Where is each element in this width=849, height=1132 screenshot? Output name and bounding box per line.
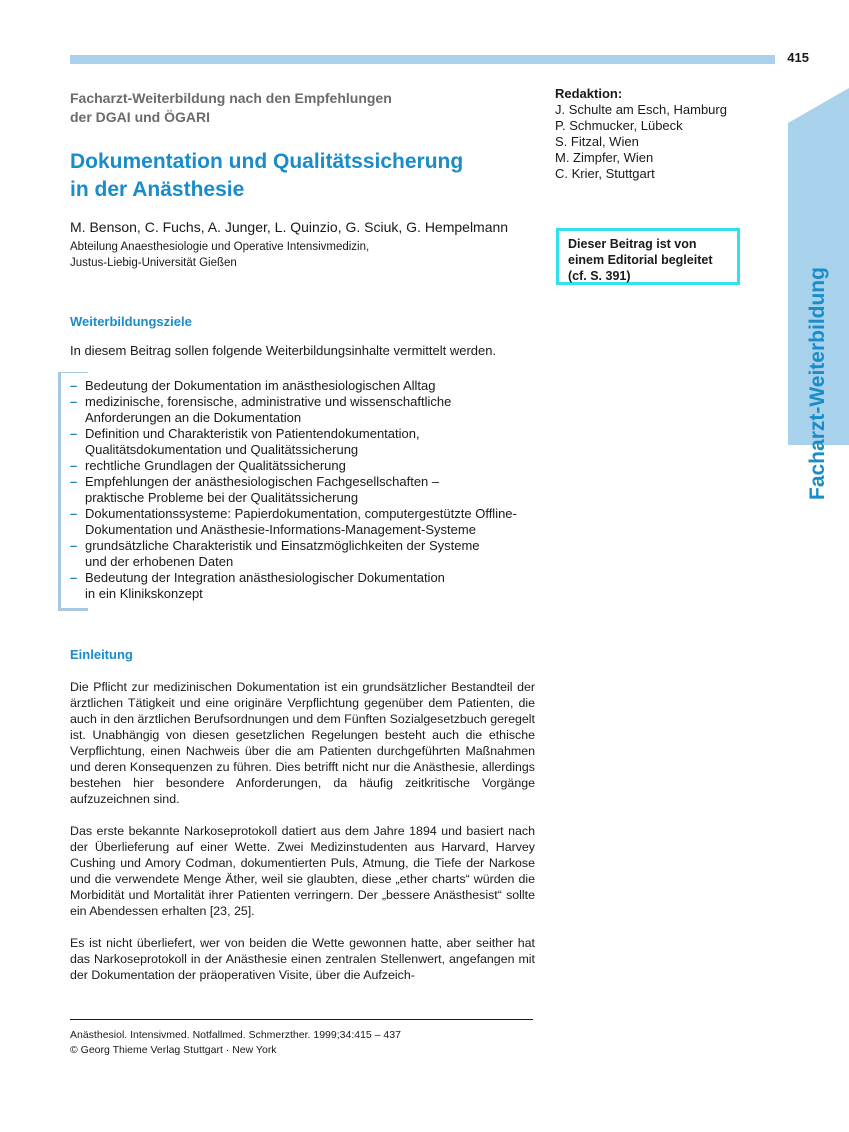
footer-line: © Georg Thieme Verlag Stuttgart · New York	[70, 1044, 277, 1056]
list-item-line: Definition und Charakteristik von Patientendokumentation,	[85, 426, 420, 441]
list-item	[70, 474, 545, 506]
side-section-label: Facharzt-Weiterbildung	[806, 267, 829, 500]
editorial-board-member: M. Zimpfer, Wien	[555, 150, 654, 165]
series-title-line: der DGAI und ÖGARI	[70, 109, 210, 125]
series-title	[70, 89, 490, 127]
author-list: M. Benson, C. Fuchs, A. Junger, L. Quinzio, G. Sciuk, G. Hempelmann	[70, 219, 509, 235]
list-item-line: Empfehlungen der anästhesiologischen Fachgesellschaften –	[85, 474, 440, 489]
list-item	[70, 458, 545, 474]
footer-citation	[70, 1028, 540, 1058]
bullet-dash: –	[70, 426, 78, 441]
editorial-board-member: S. Fitzal, Wien	[555, 134, 639, 149]
list-item-line: Qualitätsdokumentation und Qualitätssicherung	[85, 442, 359, 457]
list-item-line: rechtliche Grundlagen der Qualitätssicherung	[85, 458, 346, 473]
editorial-notice-line: Dieser Beitrag ist von	[568, 237, 697, 251]
editorial-board-member: P. Schmucker, Lübeck	[555, 118, 683, 133]
page-number: 415	[787, 50, 809, 65]
editorial-notice-line: einem Editorial begleitet	[568, 253, 713, 267]
affiliation-line: Abteilung Anaesthesiologie und Operative Intensivmedizin,	[70, 241, 370, 253]
section-heading-introduction: Einleitung	[70, 647, 133, 662]
editorial-board	[555, 86, 755, 182]
affiliation-line: Justus-Liebig-Universität Gießen	[70, 257, 237, 269]
list-item	[70, 426, 545, 458]
article-title-line: in der Anästhesie	[70, 178, 245, 201]
body-paragraph: Es ist nicht überliefert, wer von beiden die Wette gewonnen hatte, aber seither hat das Narkoseprotokoll in der Anästhesie einen zentralen Stellenwert, angefangen mit der Dokumentation der präoperativen Visite, über die Aufzeich-	[70, 936, 535, 982]
body-paragraph: Die Pflicht zur medizinischen Dokumentation ist ein grundsätzlicher Bestandteil der ärztlichen Tätigkeit und eine originäre Verpflichtung gegenüber dem Patienten, die auch in den ärztlichen Berufsordnungen und dem Fünften Sozialgesetzbuch geregelt ist. Unabhängig von diesen gesetzlichen Regelungen besteht auch die ethische Verpflichtung, einen Nachweis über die am Patienten durchgeführten Maßnahmen und deren Konsequenzen zu führen. Dies betrifft nicht nur die Anästhesie, allerdings bestehen hier besondere Anforderungen, da häufig zeitkritische Vorgänge aufzuzeichnen sind.	[70, 680, 535, 806]
list-item	[70, 570, 545, 602]
header-color-bar	[70, 55, 775, 64]
series-title-line: Facharzt-Weiterbildung nach den Empfehlungen	[70, 90, 392, 106]
bullet-dash: –	[70, 570, 78, 585]
article-title-line: Dokumentation und Qualitätssicherung	[70, 150, 464, 173]
bullet-dash: –	[70, 458, 78, 473]
article-title	[70, 148, 540, 204]
list-item	[70, 394, 545, 426]
goals-list	[70, 378, 545, 602]
list-item-line: grundsätzliche Charakteristik und Einsatzmöglichkeiten der Systeme	[85, 538, 480, 553]
bullet-dash: –	[70, 394, 78, 409]
section-heading-goals: Weiterbildungsziele	[70, 314, 192, 329]
bullet-dash: –	[70, 506, 78, 521]
editorial-board-member: J. Schulte am Esch, Hamburg	[555, 102, 727, 117]
list-item-line: medizinische, forensische, administrative und wissenschaftliche	[85, 394, 452, 409]
list-item	[70, 538, 545, 570]
editorial-board-heading: Redaktion:	[555, 86, 623, 101]
affiliation	[70, 239, 550, 271]
bullet-dash: –	[70, 378, 78, 393]
list-item-line: Dokumentation und Anästhesie-Informations-Management-Systeme	[85, 522, 476, 537]
bullet-dash: –	[70, 538, 78, 553]
list-item	[70, 378, 545, 394]
bullet-dash: –	[70, 474, 78, 489]
list-item-line: und der erhobenen Daten	[85, 554, 234, 569]
editorial-notice-box	[556, 228, 740, 285]
list-item-line: Bedeutung der Dokumentation im anästhesiologischen Alltag	[85, 378, 436, 393]
goals-intro-text: In diesem Beitrag sollen folgende Weiterbildungsinhalte vermittelt werden.	[70, 343, 497, 358]
list-item-line: Dokumentationssysteme: Papierdokumentation, computergestützte Offline-	[85, 506, 517, 521]
list-item-line: Bedeutung der Integration anästhesiologischer Dokumentation	[85, 570, 445, 585]
list-item-line: in ein Klinikskonzept	[85, 586, 203, 601]
footer-rule	[70, 1019, 533, 1020]
list-item-line: Anforderungen an die Dokumentation	[85, 410, 302, 425]
footer-line: Anästhesiol. Intensivmed. Notfallmed. Schmerzther. 1999;34:415 – 437	[70, 1029, 401, 1041]
editorial-board-member: C. Krier, Stuttgart	[555, 166, 655, 181]
list-item-line: praktische Probleme bei der Qualitätssicherung	[85, 490, 359, 505]
editorial-notice-line: (cf. S. 391)	[568, 269, 631, 283]
body-paragraph: Das erste bekannte Narkoseprotokoll datiert aus dem Jahre 1894 und basiert nach der Überlieferung auf einer Wette. Zwei Medizinstudenten aus Harvard, Harvey Cushing und Amory Codman, dokumentierten Puls, Atmung, die Tiefe der Narkose und die verwendete Menge Äther, weil sie glaubten, diese „ether charts“ würden die Morbidität und Mortalität ihrer Patienten verringern. Der „bessere Anästhesist“ sollte ein Abendessen erhalten [23, 25].	[70, 824, 535, 918]
list-item	[70, 506, 545, 538]
